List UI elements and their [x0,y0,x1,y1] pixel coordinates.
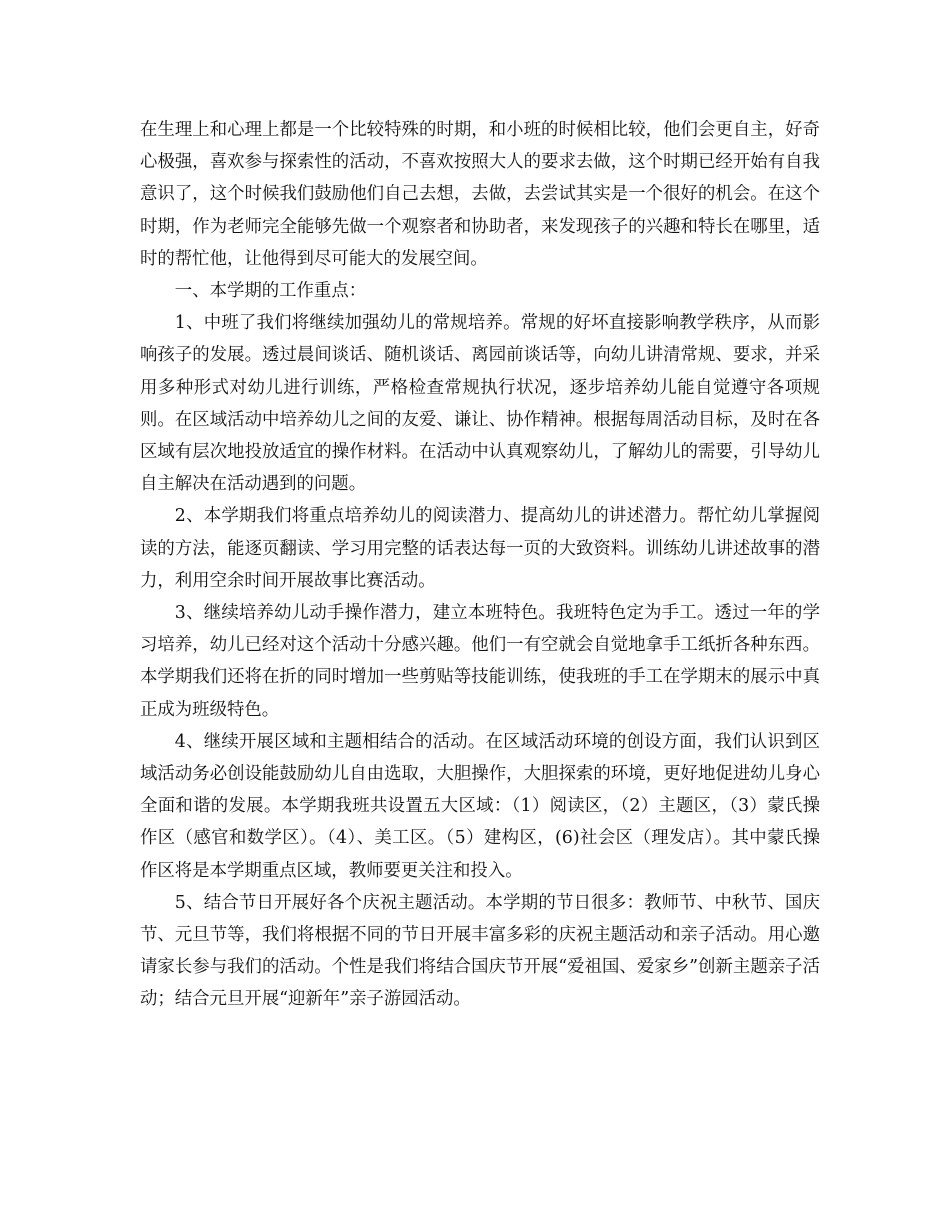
section-heading: 一、本学期的工作重点： [174,281,367,302]
paragraph-item-5: 5、结合节日开展好各个庆祝主题活动。本学期的节日很多：教师节、中秋节、国庆节、元旦节等，我们将根据不同的节日开展丰富多彩的庆祝主题活动和亲子活动。用心邀请家长参与我们的活动。个性是我们将结合国庆节开展“爱祖国、爱家乡”创新主题亲子活动；结合元旦开展“迎新年”亲子游园活动。 [140,892,820,1010]
document-body [140,114,820,1016]
paragraph-item-3: 3、继续培养幼儿动手操作潜力，建立本班特色。我班特色定为手工。透过一年的学习培养，幼儿已经对这个活动十分感兴趣。他们一有空就会自觉地拿手工纸折各种东西。本学期我们还将在折的同时增加一些剪贴等技能训练，使我班的手工在学期末的展示中真正成为班级特色。 [140,603,820,720]
paragraph-item-4: 4、继续开展区域和主题相结合的活动。在区域活动环境的创设方面，我们认识到区域活动务必创设能鼓励幼儿自由选取，大胆操作，大胆探索的环境，更好地促进幼儿身心全面和谐的发展。本学期我班共设置五大区域：（1）阅读区，（2）主题区，（3）蒙氏操作区（感官和数学区）。（4）、美工区。（5）建构区，(6)社会区（理发店）。其中蒙氏操作区将是本学期重点区域，教师要更关注和投入。 [140,731,820,881]
paragraph-item-1: 1、中班了我们将继续加强幼儿的常规培养。常规的好坏直接影响教学秩序，从而影响孩子的发展。透过晨间谈话、随机谈话、离园前谈话等，向幼儿讲清常规、要求，并采用多种形式对幼儿进行训练，严格检查常规执行状况，逐步培养幼儿能自觉遵守各项规则。在区域活动中培养幼儿之间的友爱、谦让、协作精神。根据每周活动目标，及时在各区域有层次地投放适宜的操作材料。在活动中认真观察幼儿，了解幼儿的需要，引导幼儿自主解决在活动遇到的问题。 [140,313,820,495]
paragraph-item-2: 2、本学期我们将重点培养幼儿的阅读潜力、提高幼儿的讲述潜力。帮忙幼儿掌握阅读的方法，能逐页翻读、学习用完整的话表达每一页的大致资料。训练幼儿讲述故事的潜力，利用空余时间开展故事比赛活动。 [140,506,820,591]
paragraph-intro: 在生理上和心理上都是一个比较特殊的时期，和小班的时候相比较，他们会更自主，好奇心极强，喜欢参与探索性的活动，不喜欢按照大人的要求去做，这个时期已经开始有自我意识了，这个时候我们鼓励他们自己去想，去做，去尝试其实是一个很好的机会。在这个时期，作为老师完全能够先做一个观察者和协助者，来发现孩子的兴趣和特长在哪里，适时的帮忙他，让他得到尽可能大的发展空间。 [140,120,820,269]
